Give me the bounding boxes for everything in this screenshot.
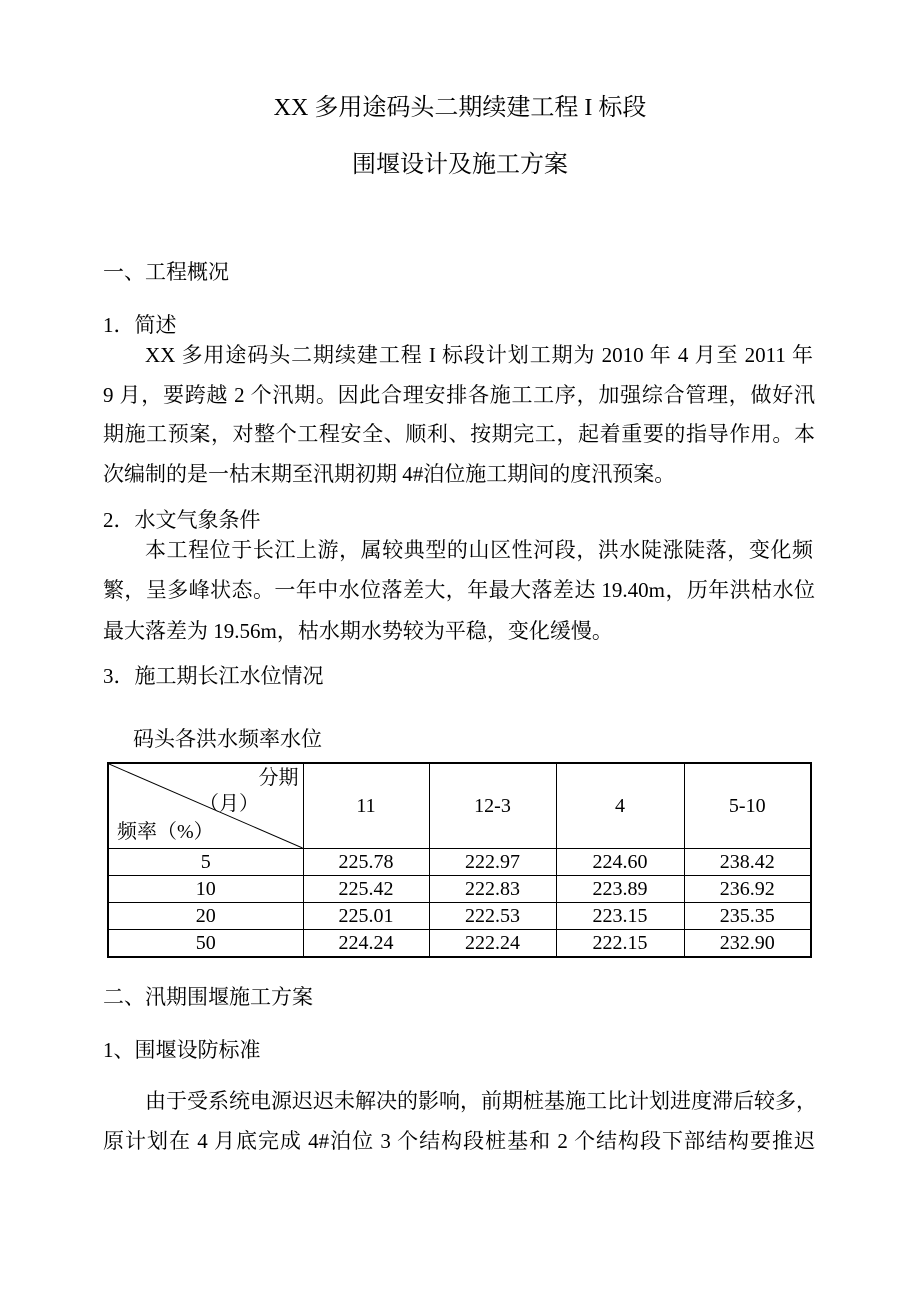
overview-line: 9 月，要跨越 2 个汛期。因此合理安排各施工工序，加强综合管理，做好汛 — [103, 383, 815, 407]
overview-line: 期施工预案，对整个工程安全、顺利、按期完工，起着重要的指导作用。本 — [103, 422, 815, 446]
hydrology-heading: 2．水文气象条件 — [103, 508, 261, 532]
value-cell: 225.01 — [303, 903, 429, 930]
table-corner-cell — [108, 763, 303, 849]
defense-standard-line: 由于受系统电源迟迟未解决的影响，前期桩基施工比计划进度滞后较多， — [145, 1089, 817, 1113]
value-cell: 236.92 — [684, 876, 811, 903]
column-header: 5-10 — [684, 763, 811, 849]
value-cell: 223.15 — [556, 903, 684, 930]
value-cell: 225.42 — [303, 876, 429, 903]
table-row — [108, 930, 811, 958]
overview-line: XX 多用途码头二期续建工程 I 标段计划工期为 2010 年 4 月至 2011 年 — [145, 343, 813, 367]
column-header: 4 — [556, 763, 684, 849]
table-row — [108, 849, 811, 876]
document-title-line2: 围堰设计及施工方案 — [352, 152, 568, 178]
hydrology-line: 本工程位于长江上游，属较典型的山区性河段，洪水陡涨陡落，变化频 — [145, 538, 813, 562]
table-row — [108, 876, 811, 903]
water-level-table — [107, 762, 812, 958]
table-caption: 码头各洪水频率水位 — [133, 727, 322, 751]
value-cell: 224.60 — [556, 849, 684, 876]
value-cell: 222.15 — [556, 930, 684, 958]
corner-unit-label: （月） — [199, 793, 259, 815]
hydrology-line: 繁，呈多峰状态。一年中水位落差大，年最大落差达 19.40m，历年洪枯水位 — [103, 578, 815, 602]
value-cell: 235.35 — [684, 903, 811, 930]
frequency-cell: 20 — [108, 903, 303, 930]
value-cell: 222.83 — [429, 876, 556, 903]
frequency-cell: 50 — [108, 930, 303, 958]
value-cell: 238.42 — [684, 849, 811, 876]
column-header: 12-3 — [429, 763, 556, 849]
frequency-cell: 5 — [108, 849, 303, 876]
value-cell: 222.97 — [429, 849, 556, 876]
corner-period-label: 分期 — [258, 767, 299, 789]
overview-line: 次编制的是一枯末期至汛期初期 4#泊位施工期间的度汛预案。 — [103, 462, 676, 486]
column-header: 11 — [303, 763, 429, 849]
hydrology-line: 最大落差为 19.56m，枯水期水势较为平稳，变化缓慢。 — [103, 619, 613, 643]
value-cell: 225.78 — [303, 849, 429, 876]
value-cell: 222.53 — [429, 903, 556, 930]
water-level-heading: 3．施工期长江水位情况 — [103, 664, 324, 688]
frequency-cell: 10 — [108, 876, 303, 903]
defense-standard-heading: 1、围堰设防标准 — [103, 1038, 261, 1062]
overview-heading: 1．简述 — [103, 313, 177, 337]
defense-standard-line: 原计划在 4 月底完成 4#泊位 3 个结构段桩基和 2 个结构段下部结构要推迟 — [103, 1129, 815, 1153]
value-cell: 232.90 — [684, 930, 811, 958]
corner-frequency-label: 频率（%） — [117, 821, 214, 843]
value-cell: 223.89 — [556, 876, 684, 903]
section2-heading: 二、汛期围堰施工方案 — [103, 985, 313, 1009]
section1-heading: 一、工程概况 — [103, 260, 229, 284]
document-title-line1: XX 多用途码头二期续建工程 I 标段 — [273, 95, 647, 121]
value-cell: 224.24 — [303, 930, 429, 958]
table-row — [108, 903, 811, 930]
value-cell: 222.24 — [429, 930, 556, 958]
table-header-row — [108, 763, 811, 849]
